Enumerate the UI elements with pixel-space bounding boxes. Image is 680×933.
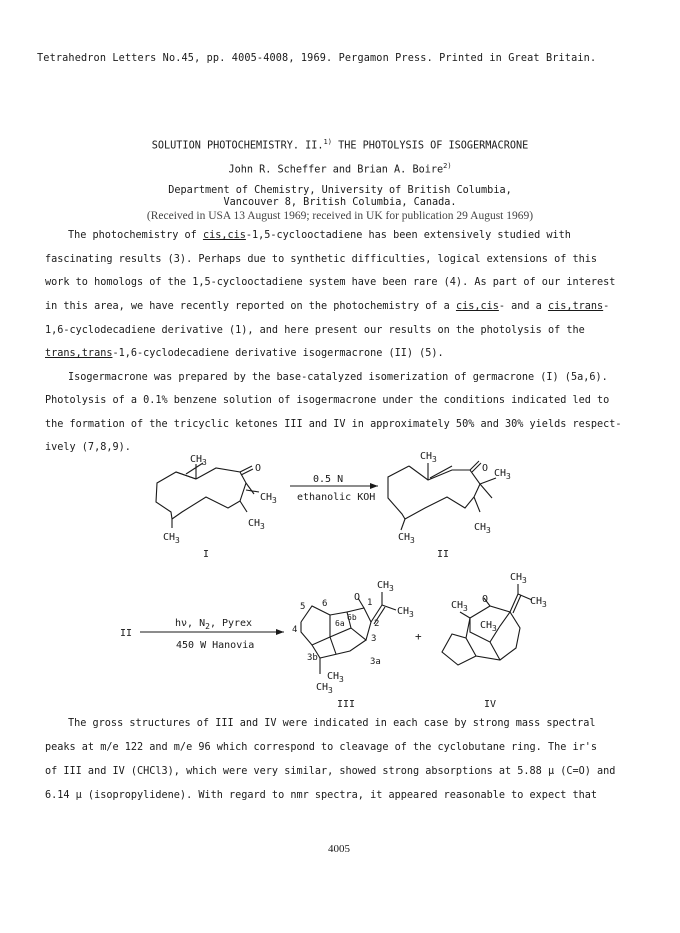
lamp-label: 450 W Hanovia (176, 640, 255, 651)
authors-names: John R. Scheffer and Brian A. Boire (228, 164, 444, 176)
page-number: 4005 (328, 843, 350, 855)
para1-line3: work to homologs of the 1,5-cyclooctadiene system have been rare (4). As part of our interest (45, 277, 616, 288)
chem-label: $CH_3$ (480, 620, 497, 633)
text-run-underlined: cis,cis (202, 230, 246, 241)
para1-line2: fascinating results (3). Perhaps due to synthetic difficulties, logical extensions of this (45, 254, 598, 265)
atom-number: 2 (374, 619, 380, 629)
chem-label: O (482, 594, 489, 605)
atom-number: 3 (371, 634, 377, 644)
atom-number: 1 (367, 598, 373, 608)
title-rest: THE PHOTOLYSIS OF ISOGERMACRONE (331, 140, 529, 152)
atom-number: 6a (335, 619, 345, 628)
atom-number: 6b (347, 613, 357, 622)
chem-label: $CH_3$ (327, 671, 344, 684)
chem-label: $CH_3$ (190, 454, 207, 467)
atom-number: 3b (307, 653, 318, 663)
title-footnote: 1) (323, 138, 332, 146)
chem-label: $CH_3$ (420, 451, 437, 464)
para3-line4: 6.14 μ (isopropylidene). With regard to nmr spectra, it appeared reasonable to expect that (45, 790, 598, 801)
atom-number: 6 (322, 599, 328, 609)
para2-line1: Isogermacrone was prepared by the base-catalyzed isomerization of germacrone (I) (5a,6). (68, 372, 608, 383)
chem-label: $CH_3$ (163, 532, 180, 545)
text-run-underlined: cis,cis (455, 301, 499, 312)
chem-label: O (354, 592, 361, 603)
text-run-underlined: cis,trans (547, 301, 604, 312)
chem-label: $CH_3$ (530, 596, 547, 609)
journal-header: Tetrahedron Letters No.45, pp. 4005-4008, 1969. Pergamon Press. Printed in Great Britain. (37, 53, 597, 64)
chem-label: $CH_3$ (260, 492, 277, 505)
text-run: - (603, 301, 610, 312)
para2-line4: ively (7,8,9). (45, 442, 131, 453)
text-run: The photochemistry of (68, 230, 203, 241)
title-main: SOLUTION PHOTOCHEMISTRY. II. (151, 140, 324, 152)
chem-label: $CH_3$ (451, 600, 468, 613)
affiliation-line-2: Vancouver 8, British Columbia, Canada. (223, 197, 457, 208)
para3-line2: peaks at m/e 122 and m/e 96 which correspond to cleavage of the cyclobutane ring. The ir's (45, 742, 598, 753)
para3-line1: The gross structures of III and IV were indicated in each case by strong mass spectral (68, 718, 596, 729)
para3-line3: of III and IV (CHCl3), which were very similar, showed strong absorptions at 5.88 μ (C=O) and (45, 766, 616, 777)
atom-number: 5 (300, 602, 306, 612)
text-run: - and a (498, 301, 548, 312)
para1-line5: 1,6-cyclodecadiene derivative (1), and here present our results on the photolysis of the (45, 325, 585, 336)
text-run-underlined: trans,trans (45, 348, 113, 359)
chem-label: O (482, 463, 489, 474)
chem-label: $CH_3$ (397, 606, 414, 619)
chem-label: $CH_3$ (494, 468, 511, 481)
chem-label: $CH_3$ (510, 572, 527, 585)
photolysis-conditions: hν, $N_2$, Pyrex (175, 618, 253, 631)
compound-label-II: II (437, 549, 450, 560)
chem-label: $CH_3$ (377, 580, 394, 593)
structure-isogermacrone-II (388, 461, 496, 530)
reagent-concentration: 0.5 N (313, 474, 344, 485)
text-run: -1,5-cyclooctadiene has been extensively studied with (245, 230, 571, 241)
plus-sign: + (415, 630, 422, 643)
para2-line3: the formation of the tricyclic ketones III and IV in approximately 50% and 30% yields respect- (45, 419, 622, 430)
compound-label-III: III (337, 699, 356, 710)
atom-number: 4 (292, 625, 298, 635)
starting-material-II: II (120, 628, 133, 639)
chem-label: $CH_3$ (474, 522, 491, 535)
chem-label: $CH_3$ (398, 532, 415, 545)
text-run: in this area, we have recently reported on the photochemistry of a (45, 301, 456, 312)
compound-label-I: I (203, 549, 210, 560)
affiliation-line-1: Department of Chemistry, University of British Columbia, (168, 185, 512, 196)
reagent-name: ethanolic KOH (297, 492, 376, 503)
chem-label: O (255, 463, 262, 474)
authors-footnote: 2) (443, 162, 452, 170)
chem-label: $CH_3$ (248, 518, 265, 531)
reaction-arrow-2 (140, 629, 284, 635)
atom-number: 3a (370, 657, 381, 667)
para2-line2: Photolysis of a 0.1% benzene solution of isogermacrone under the conditions indicated led to (45, 395, 610, 406)
text-run: -1,6-cyclodecadiene derivative isogermacrone (II) (5). (112, 348, 444, 359)
received-dates: (Received in USA 13 August 1969; received in UK for publication 29 August 1969) (146, 210, 534, 222)
chem-label: $CH_3$ (316, 682, 333, 695)
compound-label-IV: IV (484, 699, 497, 710)
